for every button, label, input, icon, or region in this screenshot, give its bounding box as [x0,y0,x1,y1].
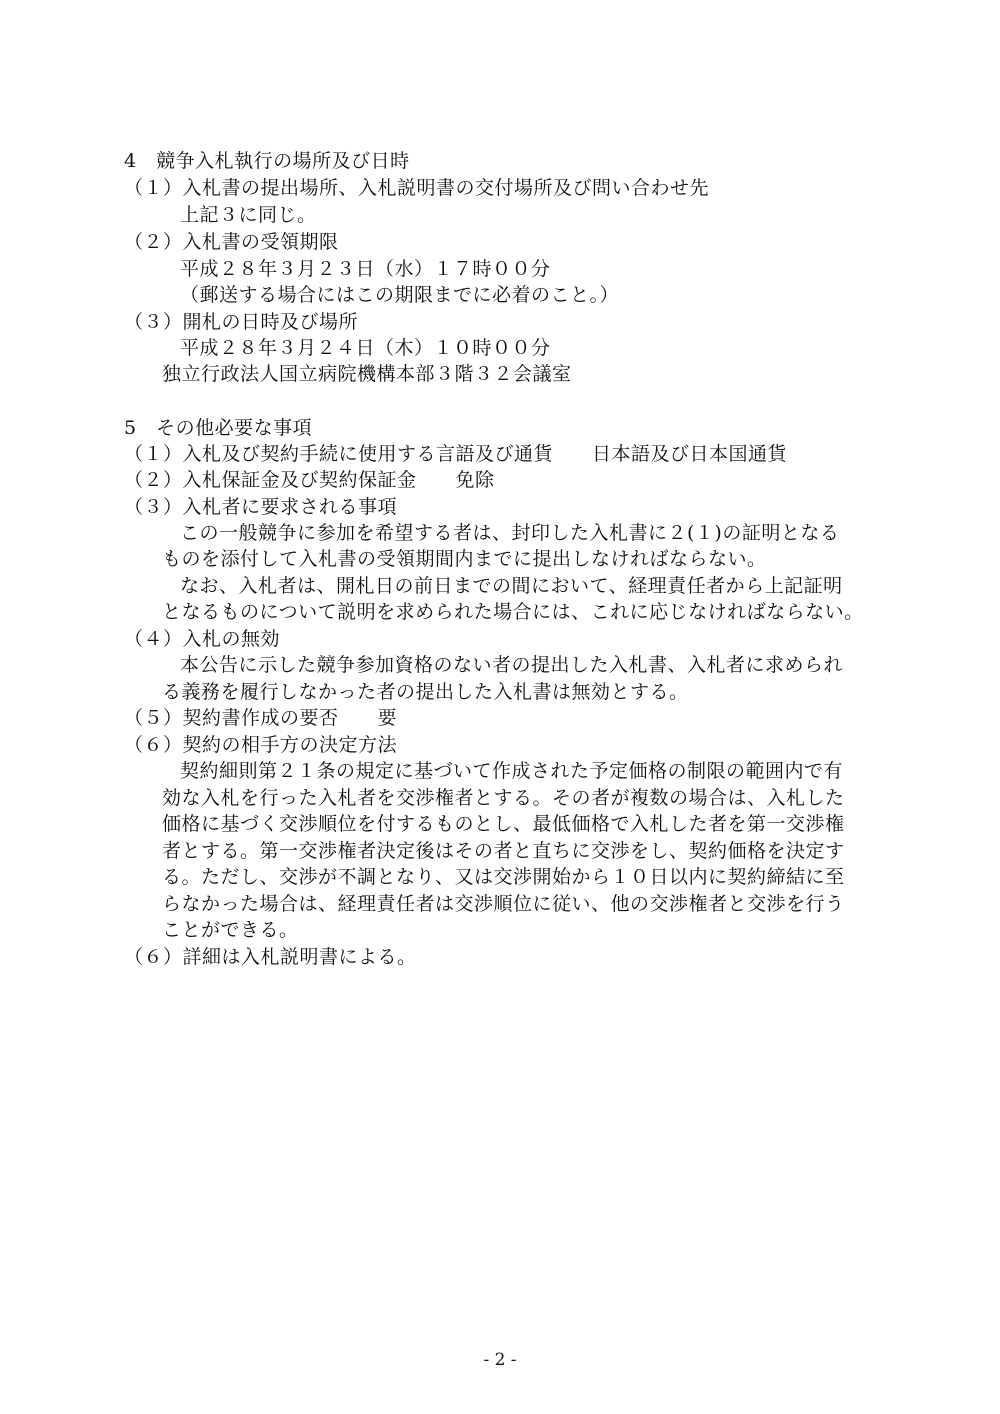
item-5-6b: （６）詳細は入札説明書による。 [124,946,417,968]
item-5-6-line5: る。ただし、交渉が不調となり、又は交渉開始から１０日以内に契約締結に至 [162,866,845,888]
item-5-5: （５）契約書作成の要否 要 [124,707,398,729]
item-4-3-datetime: 平成２８年３月２４日（木）１０時００分 [180,337,551,359]
item-5-6-line3: 価格に基づく交渉順位を付するものとし、最低価格で入札した者を第一交渉権 [162,813,845,835]
item-5-6-line1: 契約細則第２１条の規定に基づいて作成された予定価格の制限の範囲内で有 [180,760,844,782]
item-5-4-line2: る義務を履行しなかった者の提出した入札書は無効とする。 [162,681,689,703]
item-5-4-heading: （４）入札の無効 [124,628,281,650]
item-5-3-para1-line1: この一般競争に参加を希望する者は、封印した入札書に２(１)の証明となる [180,522,840,544]
item-5-2: （２）入札保証金及び契約保証金 免除 [124,469,495,491]
item-4-1-heading: （１）入札書の提出場所、入札説明書の交付場所及び問い合わせ先 [124,177,710,199]
item-5-6-line6: らなかった場合は、経理責任者は交渉順位に従い、他の交渉権者と交渉を行う [162,893,845,915]
item-5-3-para2-line2: となるものについて説明を求められた場合には、これに応じなければならない。 [162,601,864,623]
item-5-6-line4: 者とする。第一交渉権者決定後はその者と直ちに交渉をし、契約価格を決定す [162,840,845,862]
item-5-6-line2: 効な入札を行った入札者を交渉権者とする。その者が複数の場合は、入札した [162,787,845,809]
item-5-1: （１）入札及び契約手続に使用する言語及び通貨 日本語及び日本国通貨 [124,443,788,465]
item-4-2-deadline: 平成２８年３月２３日（水）１７時００分 [180,258,551,280]
item-5-4-line1: 本公告に示した競争参加資格のない者の提出した入札書、入札者に求められ [180,654,844,676]
page-number: - 2 - [483,1350,517,1370]
item-4-3-place: 独立行政法人国立病院機構本部３階３２会議室 [162,363,572,385]
item-5-6-line7: ことができる。 [162,919,299,941]
item-5-3-para2-line1: なお、入札者は、開札日の前日までの間において、経理責任者から上記証明 [180,575,843,597]
item-4-2-note: （郵送する場合にはこの期限までに必着のこと。） [180,284,620,306]
item-5-6-heading: （６）契約の相手方の決定方法 [124,734,398,756]
item-5-3-para1-line2: ものを添付して入札書の受領期間内までに提出しなければならない。 [162,548,767,570]
section-5-heading: 5 その他必要な事項 [124,417,313,439]
item-4-3-heading: （３）開札の日時及び場所 [124,311,359,333]
item-5-3-heading: （３）入札者に要求される事項 [124,496,398,518]
item-4-2-heading: （２）入札書の受領期限 [124,231,339,253]
section-4-heading: 4 競争入札執行の場所及び日時 [124,150,410,172]
item-4-1-text: 上記３に同じ。 [180,204,317,226]
